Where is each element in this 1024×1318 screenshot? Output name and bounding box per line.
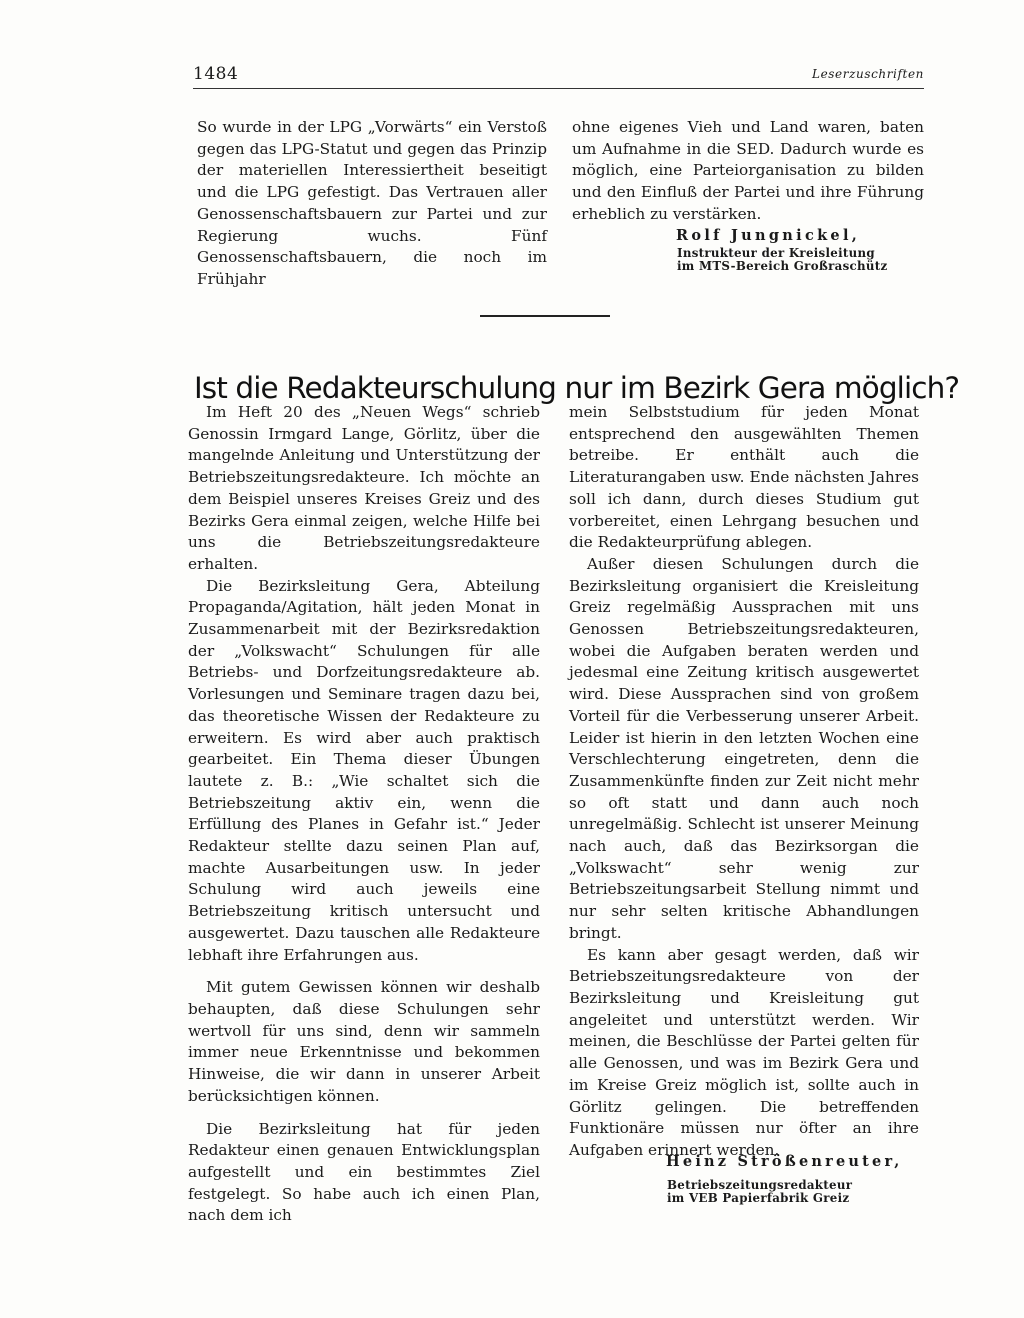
signature-role-line: Instrukteur der Kreisleitung bbox=[677, 246, 875, 260]
signature-role bbox=[667, 1179, 852, 1205]
paragraph: mein Selbststudium für jeden Monat entsprechend den ausgewählten Themen betreibe. Er enthält auch die Literaturangaben usw. Ende nächsten Jahres soll ich dann, durch dieses Studium gut vorbereitet, einen Lehrgang besuchen und die Redakteurprüfung ablegen. bbox=[569, 403, 919, 552]
section-divider bbox=[480, 315, 610, 317]
article-headline: Ist die Redakteurschulung nur im Bezirk Gera möglich? bbox=[194, 370, 960, 405]
section-label: Leserzuschriften bbox=[812, 67, 924, 81]
signature-role-line: Betriebszeitungsredakteur bbox=[667, 1178, 853, 1192]
paragraph: Mit gutem Gewissen können wir deshalb behaupten, daß diese Schulungen sehr wertvoll für uns sind, denn wir sammeln immer neue Erkenntnisse und bekommen Hinweise, die wir dann in unserer Arbeit berücksichtigen können. bbox=[188, 978, 540, 1105]
letter1-column-right bbox=[572, 117, 924, 226]
signature-role bbox=[677, 247, 888, 273]
signature-name: Rolf Jungnickel, bbox=[676, 227, 861, 244]
paragraph: Die Bezirksleitung Gera, Abteilung Propaganda/Agitation, hält jeden Monat in Zusammenarbeit mit der Bezirksredaktion der „Volkswacht“ Schulungen für alle Betriebs- und Dorfzeitungsredakteure ab. Vorlesungen und Seminare tragen dazu bei, das theoretische Wissen der Redakteure zu erweitern. Es wird aber auch praktisch gearbeitet. Ein Thema dieser Übungen lautete z. B.: „Wie schaltet sich die Betriebszeitung aktiv ein, wenn die Erfüllung des Planes in Gefahr ist.“ Jeder Redakteur stellte dazu seinen Plan auf, machte Ausarbeitungen usw. In jeder Schulung wird auch jeweils eine Betriebszeitung kritisch untersucht und ausgewertet. Dazu tauschen alle Redakteure lebhaft ihre Erfahrungen aus. bbox=[188, 576, 540, 964]
page-number: 1484 bbox=[193, 64, 239, 84]
signature-role-line: im MTS-Bereich Großraschütz bbox=[677, 259, 888, 273]
paragraph: Im Heft 20 des „Neuen Wegs“ schrieb Genossin Irmgard Lange, Görlitz, über die mangelnde Anleitung und Unterstützung der Betriebszeitungsredakteure. Ich möchte an dem Beispiel unseres Kreises Greiz und des Bezirks Gera einmal zeigen, welche Hilfe bei uns die Betriebszeitungsredakteure erhalten. bbox=[188, 403, 540, 573]
paragraph: ohne eigenes Vieh und Land waren, baten um Aufnahme in die SED. Dadurch wurde es möglich, eine Parteiorganisation zu bilden und den Einfluß der Partei und ihre Führung erheblich zu verstärken. bbox=[572, 118, 924, 223]
paragraph: Die Bezirksleitung hat für jeden Redakteur einen genauen Entwicklungsplan aufgestellt und ein bestimmtes Ziel festgelegt. So habe auch ich einen Plan, nach dem ich bbox=[188, 1119, 540, 1225]
header-rule bbox=[193, 88, 924, 89]
signature-name: Heinz Strößenreuter, bbox=[666, 1153, 903, 1170]
signature-role-line: im VEB Papierfabrik Greiz bbox=[667, 1191, 850, 1205]
paragraph: Außer diesen Schulungen durch die Bezirksleitung organisiert die Kreisleitung Greiz regelmäßig Aussprachen mit uns Genossen Betriebszeitungsredakteuren, wobei die Aufgaben beraten werden und jedesmal eine Zeitung kritisch ausgewertet wird. Diese Aussprachen sind von großem Vorteil für die Verbesserung unserer Arbeit. Leider ist hierin in den letzten Wochen eine Verschlechterung eingetreten, denn die Zusammenkünfte finden zur Zeit nicht mehr so oft statt und dann auch noch unregelmäßig. Schlecht ist unserer Meinung nach auch, daß das Bezirksorgan die „Volkswacht“ sehr wenig zur Betriebszeitungsarbeit Stellung nimmt und nur sehr selten kritische Abhandlungen bringt. bbox=[569, 554, 919, 942]
letter2-column-left bbox=[188, 402, 540, 1227]
letter2-column-right bbox=[569, 402, 919, 1162]
paragraph: So wurde in der LPG „Vorwärts“ ein Verstoß gegen das LPG-Statut und gegen das Prinzip der materiellen Interessiertheit beseitigt und die LPG gefestigt. Das Vertrauen aller Genossenschaftsbauern zur Partei und zur Regierung wuchs. Fünf Genossenschaftsbauern, die noch im Frühjahr bbox=[197, 118, 547, 288]
paragraph: Es kann aber gesagt werden, daß wir Betriebszeitungsredakteure von der Bezirksleitung und Kreisleitung gut angeleitet und unterstützt werden. Wir meinen, die Beschlüsse der Partei gelten für alle Genossen, und was im Bezirk Gera und im Kreise Greiz möglich ist, sollte auch in Görlitz gelingen. Die betreffenden Funktionäre müssen nur öfter an ihre Aufgaben erinnert werden. bbox=[569, 945, 919, 1159]
letter1-column-left bbox=[197, 117, 547, 291]
